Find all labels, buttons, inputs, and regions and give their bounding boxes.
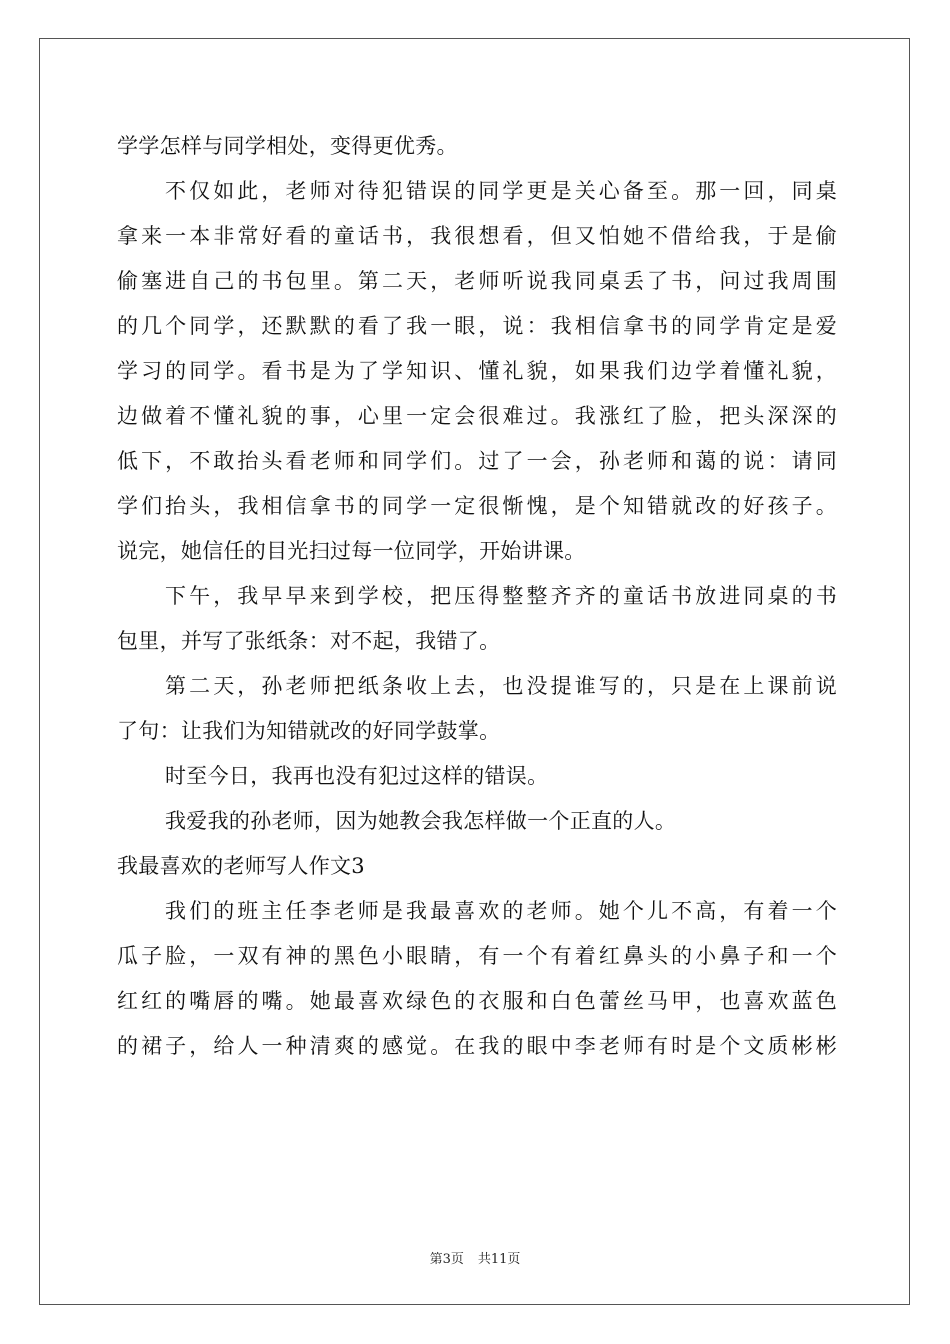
document-body (117, 124, 837, 1069)
paragraph-line: 的几个同学，还默默的看了我一眼，说：我相信拿书的同学肯定是爱 (117, 314, 837, 338)
paragraph-line: 偷塞进自己的书包里。第二天，老师听说我同桌丢了书，问过我周围 (117, 269, 837, 293)
paragraph-line: 我爱我的孙老师，因为她教会我怎样做一个正直的人。 (165, 809, 677, 833)
paragraph-line: 边做着不懂礼貌的事，心里一定会很难过。我涨红了脸，把头深深的 (117, 404, 837, 428)
paragraph-line: 时至今日，我再也没有犯过这样的错误。 (165, 764, 549, 788)
paragraph-line: 下午，我早早来到学校，把压得整整齐齐的童话书放进同桌的书 (165, 584, 837, 608)
paragraph-line: 包里，并写了张纸条：对不起，我错了。 (117, 629, 501, 653)
paragraph-line: 我们的班主任李老师是我最喜欢的老师。她个儿不高，有着一个 (165, 899, 837, 923)
paragraph-line: 拿来一本非常好看的童话书，我很想看，但又怕她不借给我，于是偷 (117, 224, 837, 248)
page-number: 第3页 (429, 1252, 464, 1267)
paragraph-line: 的裙子，给人一种清爽的感觉。在我的眼中李老师有时是个文质彬彬 (117, 1034, 837, 1058)
paragraph-line: 瓜子脸，一双有神的黑色小眼睛，有一个有着红鼻头的小鼻子和一个 (117, 944, 837, 968)
paragraph-line: 不仅如此，老师对待犯错误的同学更是关心备至。那一回，同桌 (165, 179, 837, 203)
paragraph-line: 了句：让我们为知错就改的好同学鼓掌。 (117, 719, 501, 743)
paragraph-line: 第二天，孙老师把纸条收上去，也没提谁写的，只是在上课前说 (165, 674, 837, 698)
paragraph-line: 说完，她信任的目光扫过每一位同学，开始讲课。 (117, 539, 586, 563)
page-footer (0, 1248, 950, 1267)
paragraph-line: 学习的同学。看书是为了学知识、懂礼貌，如果我们边学着懂礼貌， (117, 359, 837, 383)
paragraph-line: 学们抬头，我相信拿书的同学一定很惭愧，是个知错就改的好孩子。 (117, 494, 837, 518)
section-heading: 我最喜欢的老师写人作文3 (117, 854, 365, 878)
paragraph-line: 低下，不敢抬头看老师和同学们。过了一会，孙老师和蔼的说：请同 (117, 449, 837, 473)
page-total: 共11页 (477, 1252, 521, 1267)
paragraph-line: 红红的嘴唇的嘴。她最喜欢绿色的衣服和白色蕾丝马甲，也喜欢蓝色 (117, 989, 837, 1013)
paragraph-line: 学学怎样与同学相处，变得更优秀。 (117, 134, 458, 158)
